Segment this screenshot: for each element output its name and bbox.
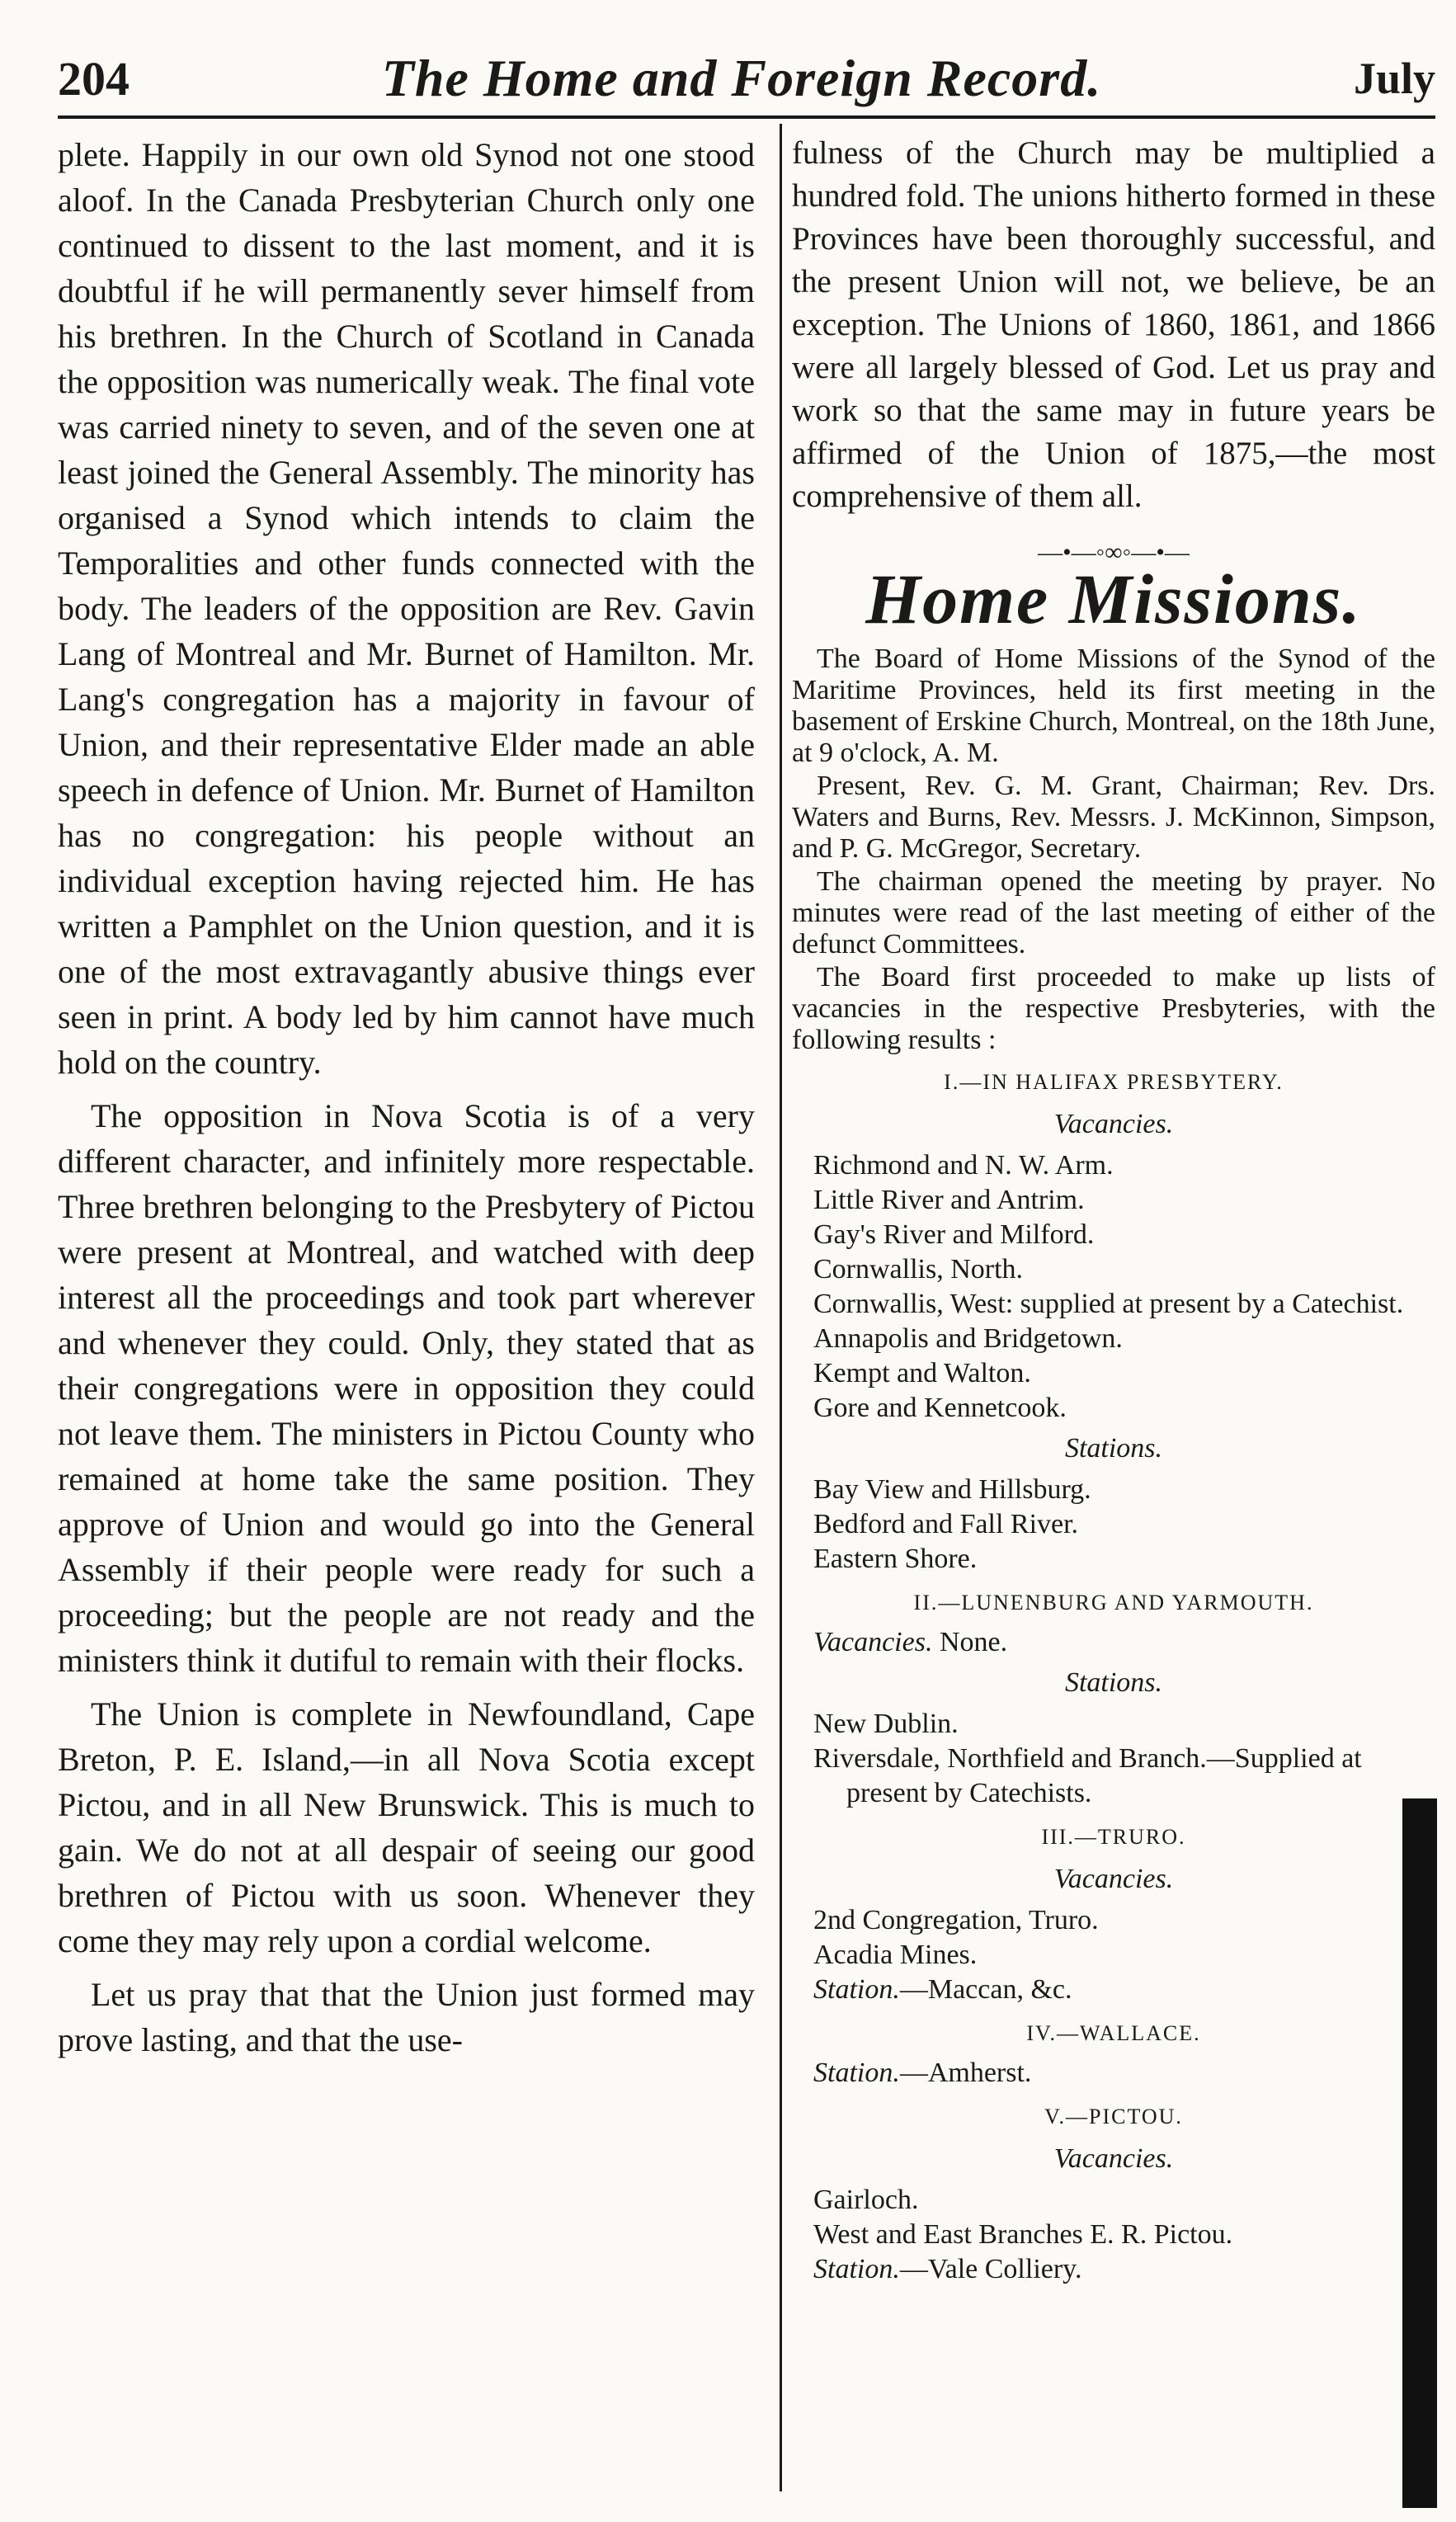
station-line xyxy=(813,2056,1435,2091)
vacancies-heading: Vacancies. xyxy=(1053,2143,1174,2174)
station-value: —Maccan, &c. xyxy=(899,1974,1072,2005)
list-item: New Dublin. xyxy=(813,1709,959,1739)
list-item: Cornwallis, North. xyxy=(813,1254,1024,1285)
list-item: Richmond and N. W. Arm. xyxy=(813,1150,1114,1181)
stations-heading: Stations. xyxy=(1064,1667,1163,1698)
page-header xyxy=(58,41,1435,119)
station-label: Station. xyxy=(813,2058,900,2088)
paragraph: The opposition in Nova Scotia is of a very different character, and infinitely more respectable. Three brethren belonging to the Presbytery of Pictou were present at Montreal, and watched with deep interest all the proceedings and took part wherever and whenever they could. Only, they stated that as their congregations were in opposition they could not leave them. The ministers in Pictou County who remained at home take the same position. They approve of Union and would go into the General Assembly if their people were ready for such a proceeding; but the people are not ready and the ministers think it dutiful to remain with their flocks. xyxy=(58,1097,755,1679)
presbytery-heading: V.—PICTOU. xyxy=(1044,2105,1183,2128)
page-number: 204 xyxy=(58,51,130,106)
minutes-paragraph: The Board first proceeded to make up lists of vacancies in the respective Presbyteries, with the following results : xyxy=(792,962,1435,1055)
vacancies-heading: Vacancies. xyxy=(1053,1864,1174,1894)
list-item: Riversdale, Northfield and Branch.—Supplied at present by Catechists. xyxy=(813,1743,1362,1808)
presbytery-heading: IV.—WALLACE. xyxy=(1026,2021,1201,2045)
right-column xyxy=(792,132,1435,2287)
minutes-paragraph: Present, Rev. G. M. Grant, Chairman; Rev. Drs. Waters and Burns, Rev. Messrs. J. McKinnon, Simpson, and P. G. McGregor, Secretary. xyxy=(792,771,1435,864)
list-item: Cornwallis, West: supplied at present by a Catechist. xyxy=(813,1289,1404,1319)
vacancies-label: Vacancies. xyxy=(813,1627,933,1657)
vacancies-heading: Vacancies. xyxy=(1053,1109,1174,1139)
minutes-paragraph: The chairman opened the meeting by prayer. No minutes were read of the last meeting of either of the defunct Committees. xyxy=(792,866,1435,959)
list-item: Acadia Mines. xyxy=(813,1940,978,1970)
list-item: Gore and Kennetcook. xyxy=(813,1393,1067,1423)
station-value: —Vale Colliery. xyxy=(899,2254,1082,2284)
paragraph: fulness of the Church may be multiplied a hundred fold. The unions hitherto formed in these Provinces have been thoroughly successful, and the present Union will not, we believe, be an exception. The Unions of 1860, 1861, and 1866 were all largely blessed of God. Let us pray and work so that the same may in future years be affirmed of the Union of 1875,—the most comprehensive of them all. xyxy=(792,135,1435,514)
paragraph: Let us pray that that the Union just formed may prove lasting, and that the use- xyxy=(58,1976,755,2058)
list-item: 2nd Congregation, Truro. xyxy=(813,1905,1099,1935)
section-title: Home Missions. xyxy=(865,559,1362,639)
vacancies-value: None. xyxy=(939,1627,1008,1657)
left-column xyxy=(58,132,755,2071)
list-item: Kempt and Walton. xyxy=(813,1358,1031,1388)
station-line xyxy=(813,2252,1435,2287)
issue-month: July xyxy=(1353,54,1435,103)
presbytery-heading: I.—IN HALIFAX PRESBYTERY. xyxy=(944,1070,1284,1094)
paragraph: plete. Happily in our own old Synod not one stood aloof. In the Canada Presbyterian Church only one continued to dissent to the last moment, and it is doubtful if he will permanently sever himself from his brethren. In the Church of Scotland in Canada the opposition was numerically weak. The final vote was carried ninety to seven, and of the seven one at least joined the General Assembly. The minority has organised a Synod which intends to claim the Temporalities and other funds connected with the body. The leaders of the opposition are Rev. Gavin Lang of Montreal and Mr. Burnet of Hamilton. Mr. Lang's congregation has a majority in favour of Union, and their representative Elder made an able speech in defence of Union. Mr. Burnet of Hamilton has no congregation: his people without an individual exception having rejected him. He has written a Pamphlet on the Union question, and it is one of the most extravagantly abusive things ever seen in print. A body led by him cannot have much hold on the country. xyxy=(58,136,755,1081)
station-label: Station. xyxy=(813,1974,900,2005)
list-item: Annapolis and Bridgetown. xyxy=(813,1323,1123,1354)
list-item: Bedford and Fall River. xyxy=(813,1509,1079,1539)
minutes-paragraph: The Board of Home Missions of the Synod of the Maritime Provinces, held its first meeting in the basement of Erskine Church, Montreal, on the 18th June, at 9 o'clock, A. M. xyxy=(792,643,1435,768)
list-item: Eastern Shore. xyxy=(813,1544,978,1574)
vacancies-line xyxy=(813,1625,1435,1660)
list-item: West and East Branches E. R. Pictou. xyxy=(813,2219,1233,2250)
ornament-divider: —•—◦∞◦—•— xyxy=(1038,539,1190,566)
column-divider xyxy=(780,124,782,2491)
list-item: Gairloch. xyxy=(813,2185,919,2215)
list-item: Bay View and Hillsburg. xyxy=(813,1474,1091,1505)
journal-title: The Home and Foreign Record. xyxy=(381,49,1102,107)
stations-heading: Stations. xyxy=(1064,1433,1163,1464)
list-item: Gay's River and Milford. xyxy=(813,1219,1095,1250)
station-line xyxy=(813,1973,1435,2007)
list-item: Little River and Antrim. xyxy=(813,1185,1085,1215)
presbytery-heading: III.—TRURO. xyxy=(1041,1825,1186,1849)
station-value: —Amherst. xyxy=(899,2058,1032,2088)
paragraph: The Union is complete in Newfoundland, Cape Breton, P. E. Island,—in all Nova Scotia except Pictou, and in all New Brunswick. This is much to gain. We do not at all despair of seeing our good brethren of Pictou with us soon. Whenever they come they may rely upon a cordial welcome. xyxy=(58,1695,755,1959)
presbytery-heading: II.—LUNENBURG AND YARMOUTH. xyxy=(913,1591,1314,1615)
station-label: Station. xyxy=(813,2254,900,2284)
